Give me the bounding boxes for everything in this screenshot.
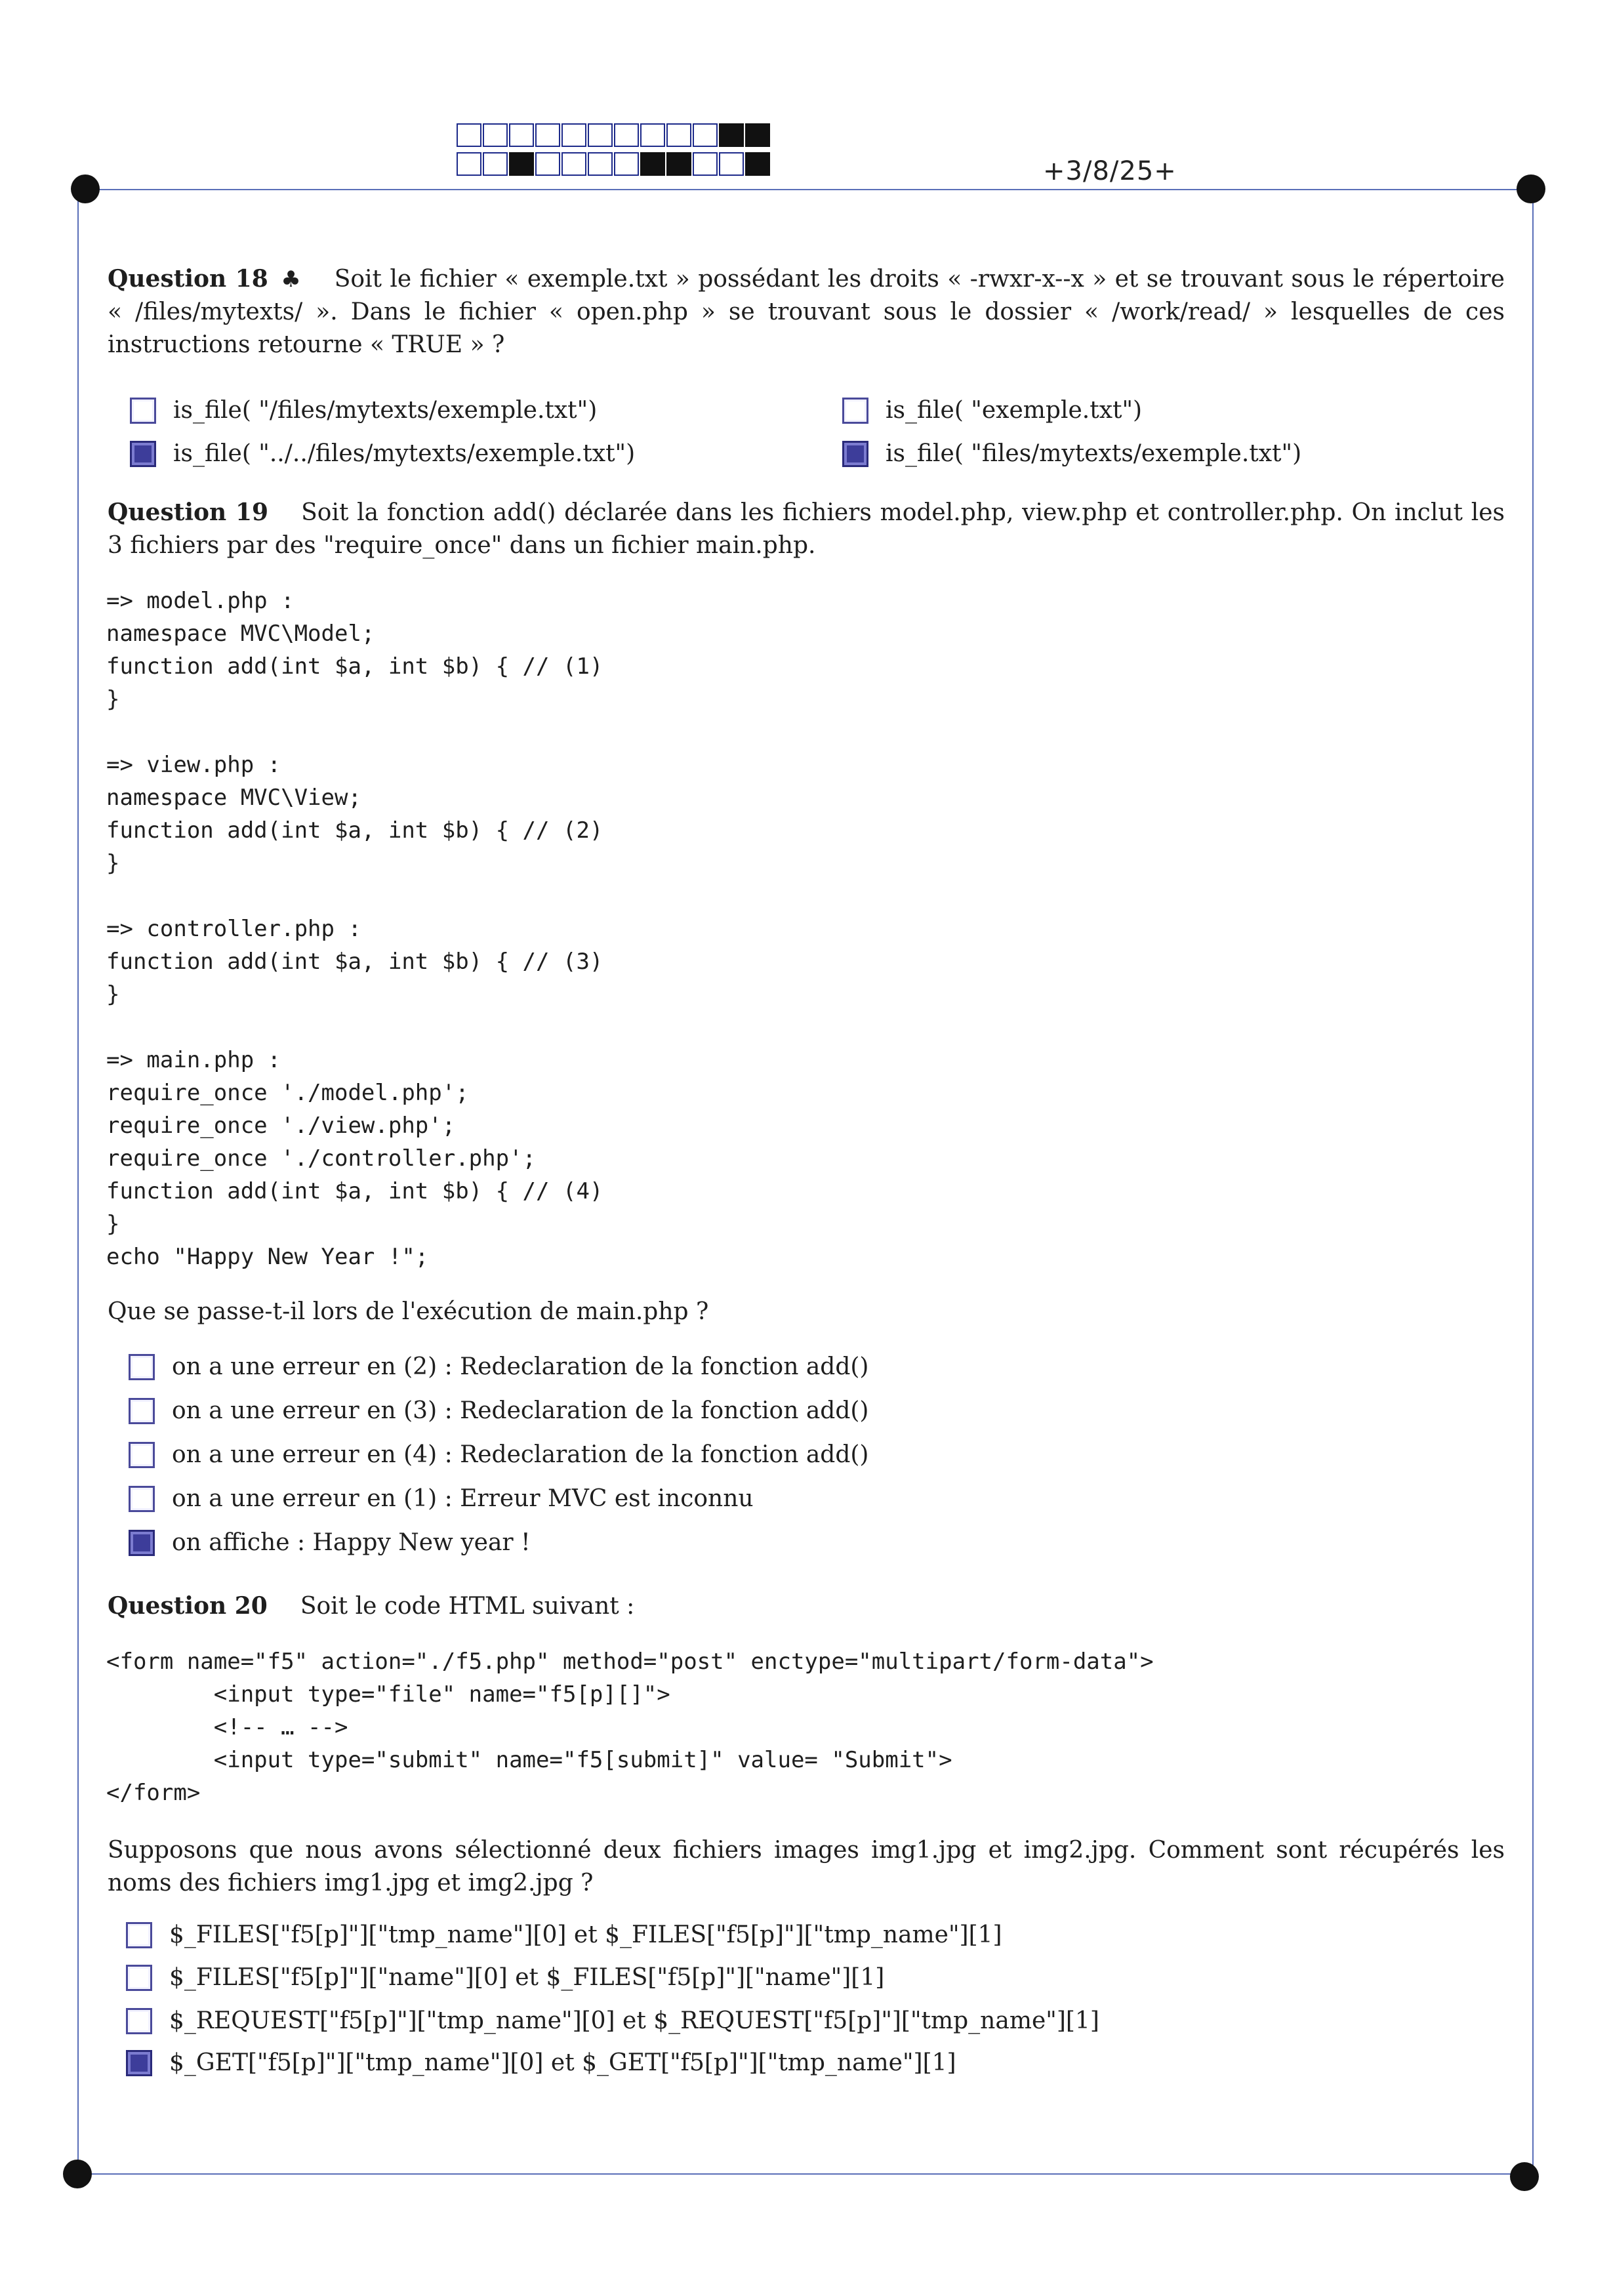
option-label: is_file( "files/mytexts/exemple.txt") (886, 440, 1302, 467)
question-20-option-4[interactable] (126, 2047, 956, 2080)
barcode-cell (719, 123, 744, 147)
question-20-text: Soit le code HTML suivant : (300, 1593, 635, 1620)
option-label: is_file( "../../files/mytexts/exemple.txt") (173, 440, 636, 467)
frame-right-border (1532, 189, 1534, 2177)
barcode-cell (535, 123, 560, 147)
question-20-option-2[interactable] (126, 1961, 884, 1994)
checkbox[interactable] (129, 1442, 155, 1468)
barcode-cell (457, 152, 481, 176)
barcode-cell (588, 123, 613, 147)
option-label: on a une erreur en (3) : Redeclaration de la fonction add() (172, 1397, 869, 1424)
frame-left-border (77, 189, 79, 2173)
barcode-cell (640, 152, 665, 176)
question-19-prompt: Que se passe-t-il lors de l'exécution de main.php ? (108, 1298, 709, 1325)
barcode-cell (614, 123, 639, 147)
checkbox[interactable] (126, 2050, 152, 2076)
barcode-cell (666, 123, 691, 147)
checkbox[interactable] (842, 441, 868, 467)
checkbox[interactable] (129, 1486, 155, 1512)
barcode-cell (561, 152, 586, 176)
question-19-code: => model.php : namespace MVC\Model; function add(int $a, int $b) { // (1) } => view.php : namespace MVC\View; function add(int $a, int $b) { // (2) } => controller.php : function add(int $a, int $b) { // (3) } => main.php : require_once './model.php'; require_once './view.php'; require_once './controller.php'; function add(int $a, int $b) { // (4) } echo "Happy New Year !"; (106, 588, 603, 1270)
question-18-number: Question 18 ♣ (108, 265, 302, 293)
option-label: on a une erreur en (1) : Erreur MVC est inconnu (172, 1485, 754, 1512)
barcode-cell (614, 152, 639, 176)
question-18-option-4[interactable] (842, 438, 1301, 470)
question-20-number: Question 20 (108, 1592, 268, 1620)
question-18-option-1[interactable] (130, 394, 597, 427)
barcode-cell (745, 152, 770, 176)
checkbox[interactable] (126, 1922, 152, 1948)
frame-bottom-border (77, 2173, 1535, 2175)
barcode-cell (666, 152, 691, 176)
checkbox[interactable] (129, 1530, 155, 1556)
frame-top-border (77, 189, 1535, 190)
question-20-prompt: Supposons que nous avons sélectionné deux fichiers images img1.jpg et img2.jpg. Comment sont récupérés les noms des fichiers img1.jpg et img2.jpg ? (108, 1837, 1505, 1896)
barcode-cell (640, 123, 665, 147)
barcode-cell (588, 152, 613, 176)
question-19-option-1[interactable] (129, 1351, 868, 1384)
checkbox[interactable] (130, 398, 156, 424)
barcode-cell (457, 123, 481, 147)
question-19-option-2[interactable] (129, 1395, 868, 1427)
checkbox[interactable] (130, 441, 156, 467)
barcode-cell (535, 152, 560, 176)
barcode-cell (745, 123, 770, 147)
option-label: on affiche : Happy New year ! (172, 1529, 531, 1556)
question-18-option-3[interactable] (130, 438, 635, 470)
question-19-option-4[interactable] (129, 1483, 754, 1515)
option-label: is_file( "/files/mytexts/exemple.txt") (173, 397, 598, 424)
barcode-cell (509, 152, 534, 176)
question-19-option-3[interactable] (129, 1439, 868, 1471)
page-id: +3/8/25+ (1043, 156, 1177, 186)
barcode-cell (483, 123, 508, 147)
option-label: is_file( "exemple.txt") (886, 397, 1143, 424)
page-barcode (457, 123, 770, 176)
option-label: on a une erreur en (4) : Redeclaration de la fonction add() (172, 1441, 869, 1468)
option-label: on a une erreur en (2) : Redeclaration de la fonction add() (172, 1353, 869, 1380)
question-20-option-3[interactable] (126, 2005, 1099, 2038)
question-19-text: Soit la fonction add() déclarée dans les fichiers model.php, view.php et controller.php. On inclut les 3 fichiers par des "require_once" dans un fichier main.php. (108, 499, 1505, 559)
club-icon: ♣ (281, 266, 302, 293)
question-20-option-1[interactable] (126, 1919, 1002, 1952)
corner-mark-top-left (71, 174, 100, 203)
option-label: $_FILES["f5[p]"]["tmp_name"][0] et $_FILES["f5[p]"]["tmp_name"][1] (169, 1921, 1002, 1948)
question-20-code: <form name="f5" action="./f5.php" method="post" enctype="multipart/form-data"> <input type="file" name="f5[p][]"> <!-- … --> <input type="submit" name="f5[submit]" value= "Submit"> </form> (106, 1649, 1154, 1806)
barcode-cell (483, 152, 508, 176)
question-18-statement (108, 262, 1505, 361)
checkbox[interactable] (126, 2008, 152, 2034)
checkbox[interactable] (126, 1965, 152, 1991)
corner-mark-top-right (1517, 174, 1545, 203)
question-20-statement (108, 1589, 1505, 1623)
barcode-cell (719, 152, 744, 176)
checkbox[interactable] (129, 1354, 155, 1380)
barcode-cell (509, 123, 534, 147)
question-18-option-2[interactable] (842, 394, 1142, 427)
question-19-statement (108, 496, 1505, 562)
question-18-text: Soit le fichier « exemple.txt » possédant les droits « -rwxr-x--x » et se trouvant sous le répertoire « /files/mytexts/ ». Dans le fichier « open.php » se trouvant sous le dossier « /work/read/ » lesquelles de ces instructions retourne « TRUE » ? (108, 266, 1505, 358)
checkbox[interactable] (129, 1398, 155, 1424)
question-19-option-5[interactable] (129, 1527, 531, 1559)
question-19-number: Question 19 (108, 499, 269, 526)
barcode-cell (693, 152, 718, 176)
barcode-cell (693, 123, 718, 147)
option-label: $_FILES["f5[p]"]["name"][0] et $_FILES["f5[p]"]["name"][1] (169, 1964, 885, 1991)
barcode-cell (561, 123, 586, 147)
corner-mark-bottom-left (63, 2160, 92, 2188)
checkbox[interactable] (842, 398, 868, 424)
option-label: $_GET["f5[p]"]["tmp_name"][0] et $_GET["f5[p]"]["tmp_name"][1] (169, 2049, 956, 2076)
corner-mark-bottom-right (1510, 2162, 1539, 2191)
option-label: $_REQUEST["f5[p]"]["tmp_name"][0] et $_REQUEST["f5[p]"]["tmp_name"][1] (169, 2007, 1099, 2034)
